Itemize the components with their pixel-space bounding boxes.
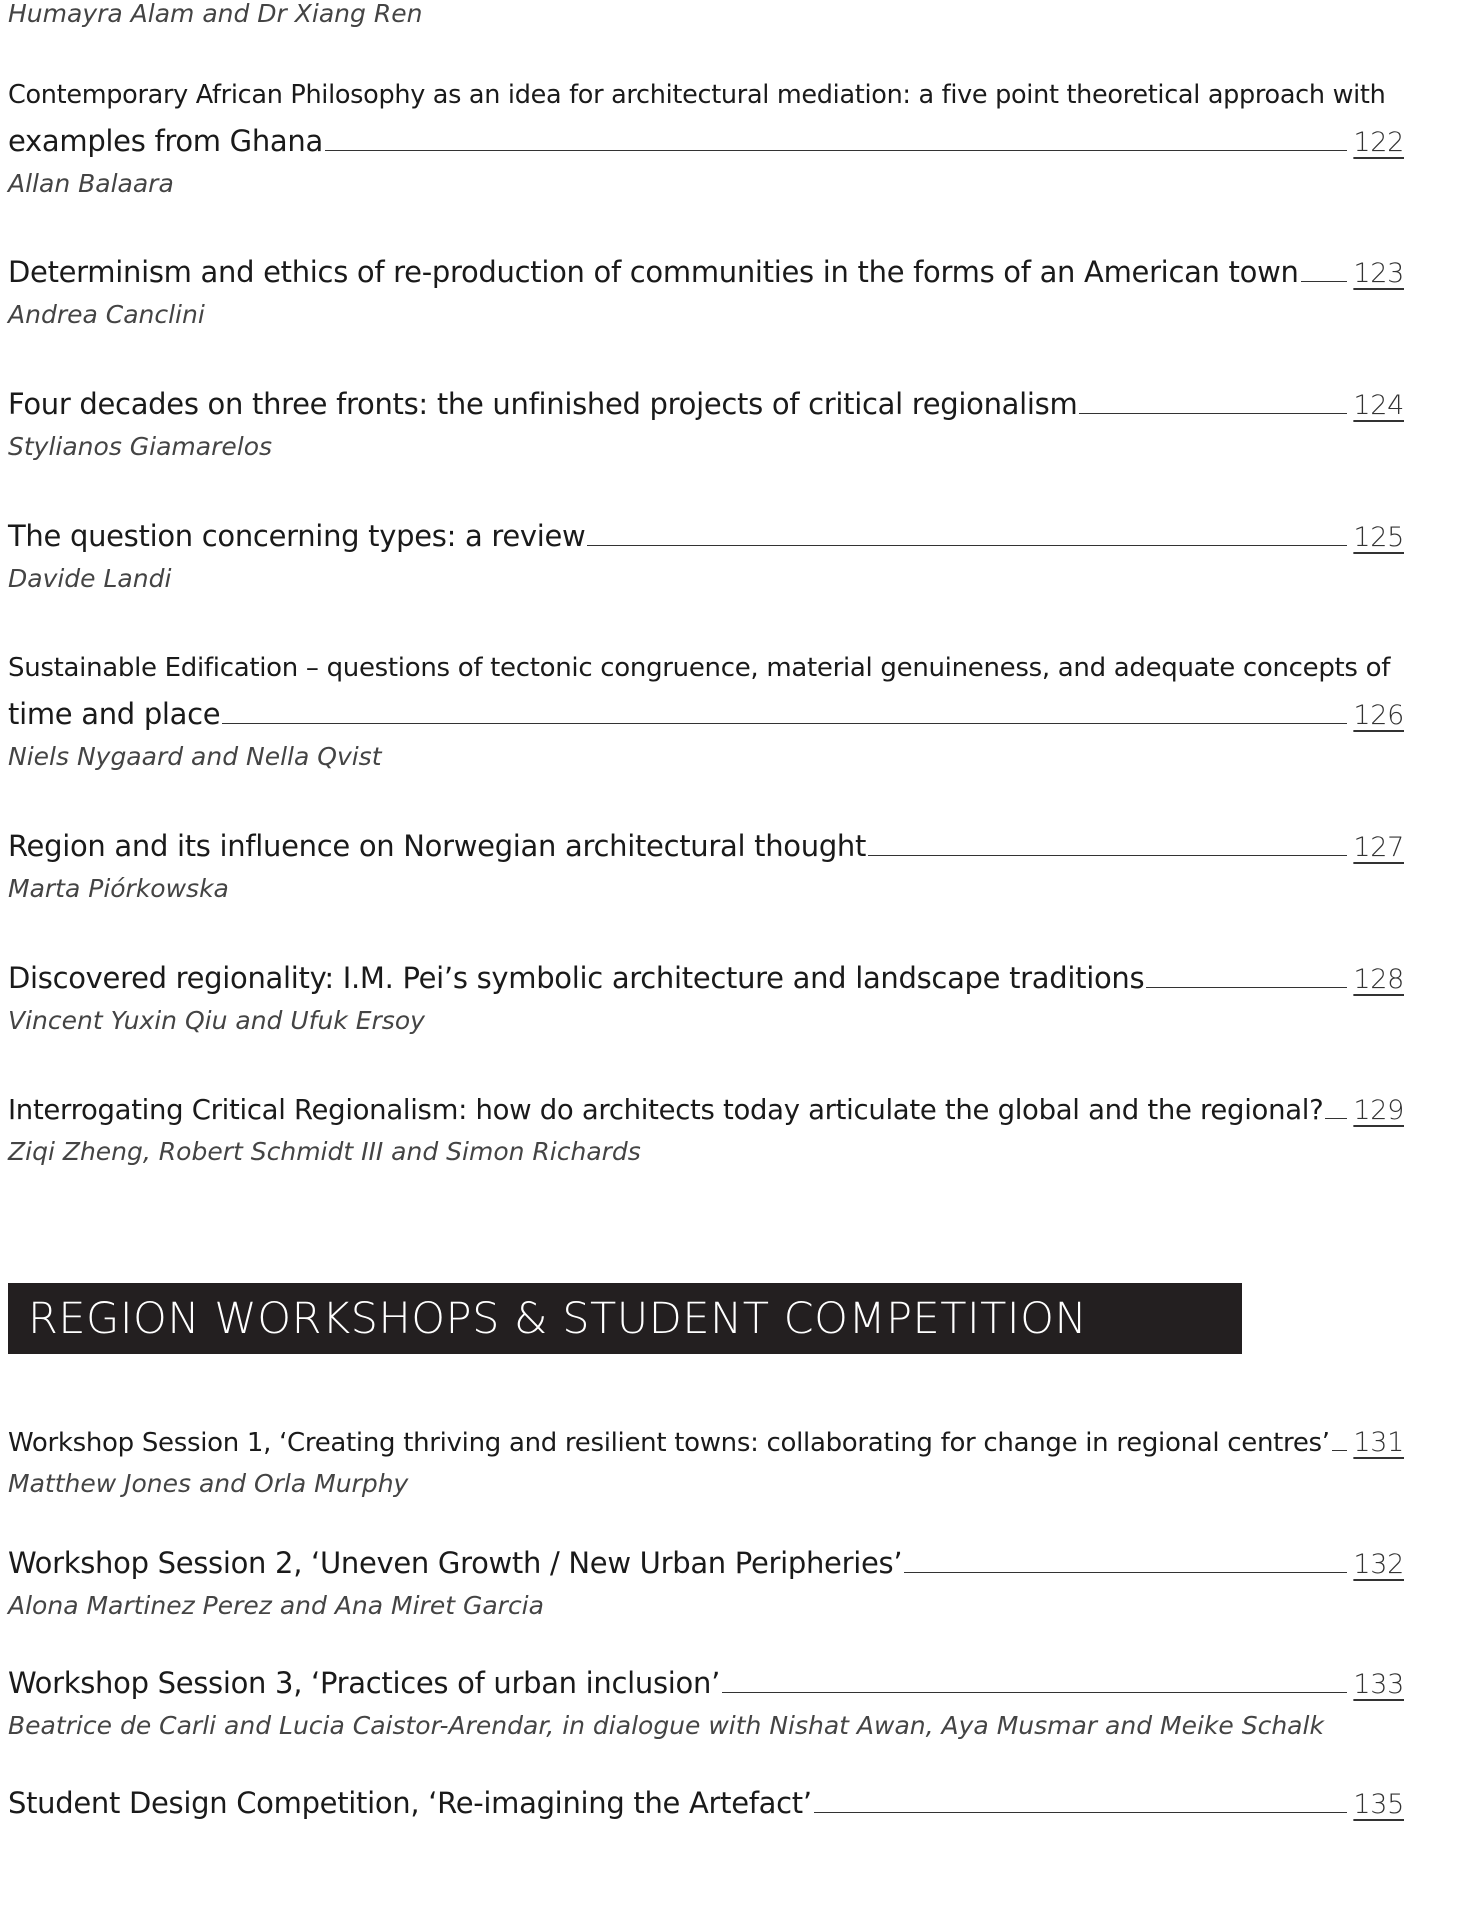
toc-entry[interactable] bbox=[8, 72, 1404, 202]
entry-author: Stylianos Giamarelos bbox=[8, 432, 273, 461]
page-number[interactable]: 126 bbox=[1353, 700, 1404, 731]
entry-title: Interrogating Critical Regionalism: how do architects today articulate the global and the regional? bbox=[8, 1094, 1324, 1126]
section-heading bbox=[8, 1283, 1242, 1354]
entry-author: Allan Balaara bbox=[8, 169, 174, 198]
leader-line bbox=[722, 1692, 1347, 1693]
entry-title: Workshop Session 1, ‘Creating thriving and resilient towns: collaborating for change in regional centres’ bbox=[8, 1428, 1330, 1458]
leader-line bbox=[325, 150, 1347, 151]
page-number[interactable]: 125 bbox=[1353, 522, 1404, 553]
toc-entry[interactable] bbox=[8, 823, 1404, 907]
page-number[interactable]: 133 bbox=[1353, 1669, 1404, 1700]
leader-line bbox=[587, 545, 1347, 546]
leader-line bbox=[222, 723, 1347, 724]
page-number[interactable]: 128 bbox=[1353, 964, 1404, 995]
entry-author: Andrea Canclini bbox=[8, 300, 205, 329]
toc-entry[interactable] bbox=[8, 1780, 1404, 1828]
entry-title: Contemporary African Philosophy as an idea for architectural mediation: a five point theoretical approach with bbox=[8, 80, 1386, 110]
entry-author: Beatrice de Carli and Lucia Caistor-Arendar, in dialogue with Nishat Awan, Aya Musmar and Meike Schalk bbox=[8, 1711, 1324, 1740]
toc-entry[interactable] bbox=[8, 645, 1404, 775]
page-number[interactable]: 123 bbox=[1353, 258, 1404, 289]
toc-entry[interactable] bbox=[8, 1087, 1404, 1170]
entry-title: Workshop Session 3, ‘Practices of urban inclusion’ bbox=[8, 1666, 720, 1700]
leader-line bbox=[1332, 1450, 1348, 1451]
toc-entry[interactable] bbox=[8, 1420, 1404, 1502]
entry-title: The question concerning types: a review bbox=[8, 519, 586, 553]
entry-author: Matthew Jones and Orla Murphy bbox=[8, 1469, 409, 1498]
entry-title: Sustainable Edification – questions of tectonic congruence, material genuineness, and adequate concepts of bbox=[8, 653, 1391, 683]
entry-author: Alona Martinez Perez and Ana Miret Garcia bbox=[8, 1591, 544, 1620]
entry-title: Determinism and ethics of re-production of communities in the forms of an American town bbox=[8, 255, 1299, 289]
page-number[interactable]: 132 bbox=[1353, 1549, 1404, 1580]
page-number[interactable]: 127 bbox=[1353, 832, 1404, 863]
page-number[interactable]: 122 bbox=[1353, 127, 1404, 158]
leader-line bbox=[1325, 1118, 1347, 1119]
entry-author: Humayra Alam and Dr Xiang Ren bbox=[8, 0, 423, 28]
toc-entry[interactable] bbox=[8, 513, 1404, 597]
entry-author: Marta Piórkowska bbox=[8, 874, 229, 903]
leader-line bbox=[814, 1812, 1348, 1813]
page-number[interactable]: 124 bbox=[1353, 390, 1404, 421]
leader-line bbox=[1146, 987, 1347, 988]
section-heading-text: REGION WORKSHOPS & STUDENT COMPETITION bbox=[28, 1294, 1088, 1344]
leader-line bbox=[1301, 281, 1348, 282]
page-number[interactable]: 129 bbox=[1353, 1095, 1404, 1126]
toc-entry[interactable] bbox=[8, 249, 1404, 333]
leader-line bbox=[868, 855, 1347, 856]
entry-author: Ziqi Zheng, Robert Schmidt III and Simon Richards bbox=[8, 1137, 641, 1166]
entry-author: Vincent Yuxin Qiu and Ufuk Ersoy bbox=[8, 1006, 425, 1035]
toc-entry[interactable] bbox=[8, 381, 1404, 465]
entry-title-continued: examples from Ghana bbox=[8, 124, 323, 158]
page-number[interactable]: 135 bbox=[1353, 1789, 1404, 1820]
entry-title: Student Design Competition, ‘Re-imagining the Artefact’ bbox=[8, 1786, 812, 1820]
leader-line bbox=[1079, 413, 1347, 414]
entry-title: Region and its influence on Norwegian architectural thought bbox=[8, 829, 867, 863]
toc-entry[interactable] bbox=[8, 1540, 1404, 1624]
entry-title: Discovered regionality: I.M. Pei’s symbolic architecture and landscape traditions bbox=[8, 961, 1145, 995]
leader-line bbox=[904, 1572, 1347, 1573]
entry-title: Workshop Session 2, ‘Uneven Growth / New Urban Peripheries’ bbox=[8, 1546, 903, 1580]
toc-entry[interactable] bbox=[8, 1660, 1404, 1744]
page-number[interactable]: 131 bbox=[1353, 1427, 1404, 1458]
toc-entry[interactable] bbox=[8, 955, 1404, 1039]
entry-author: Davide Landi bbox=[8, 564, 172, 593]
entry-author: Niels Nygaard and Nella Qvist bbox=[8, 742, 382, 771]
entry-title: Four decades on three fronts: the unfinished projects of critical regionalism bbox=[8, 387, 1078, 421]
entry-title-continued: time and place bbox=[8, 697, 221, 731]
